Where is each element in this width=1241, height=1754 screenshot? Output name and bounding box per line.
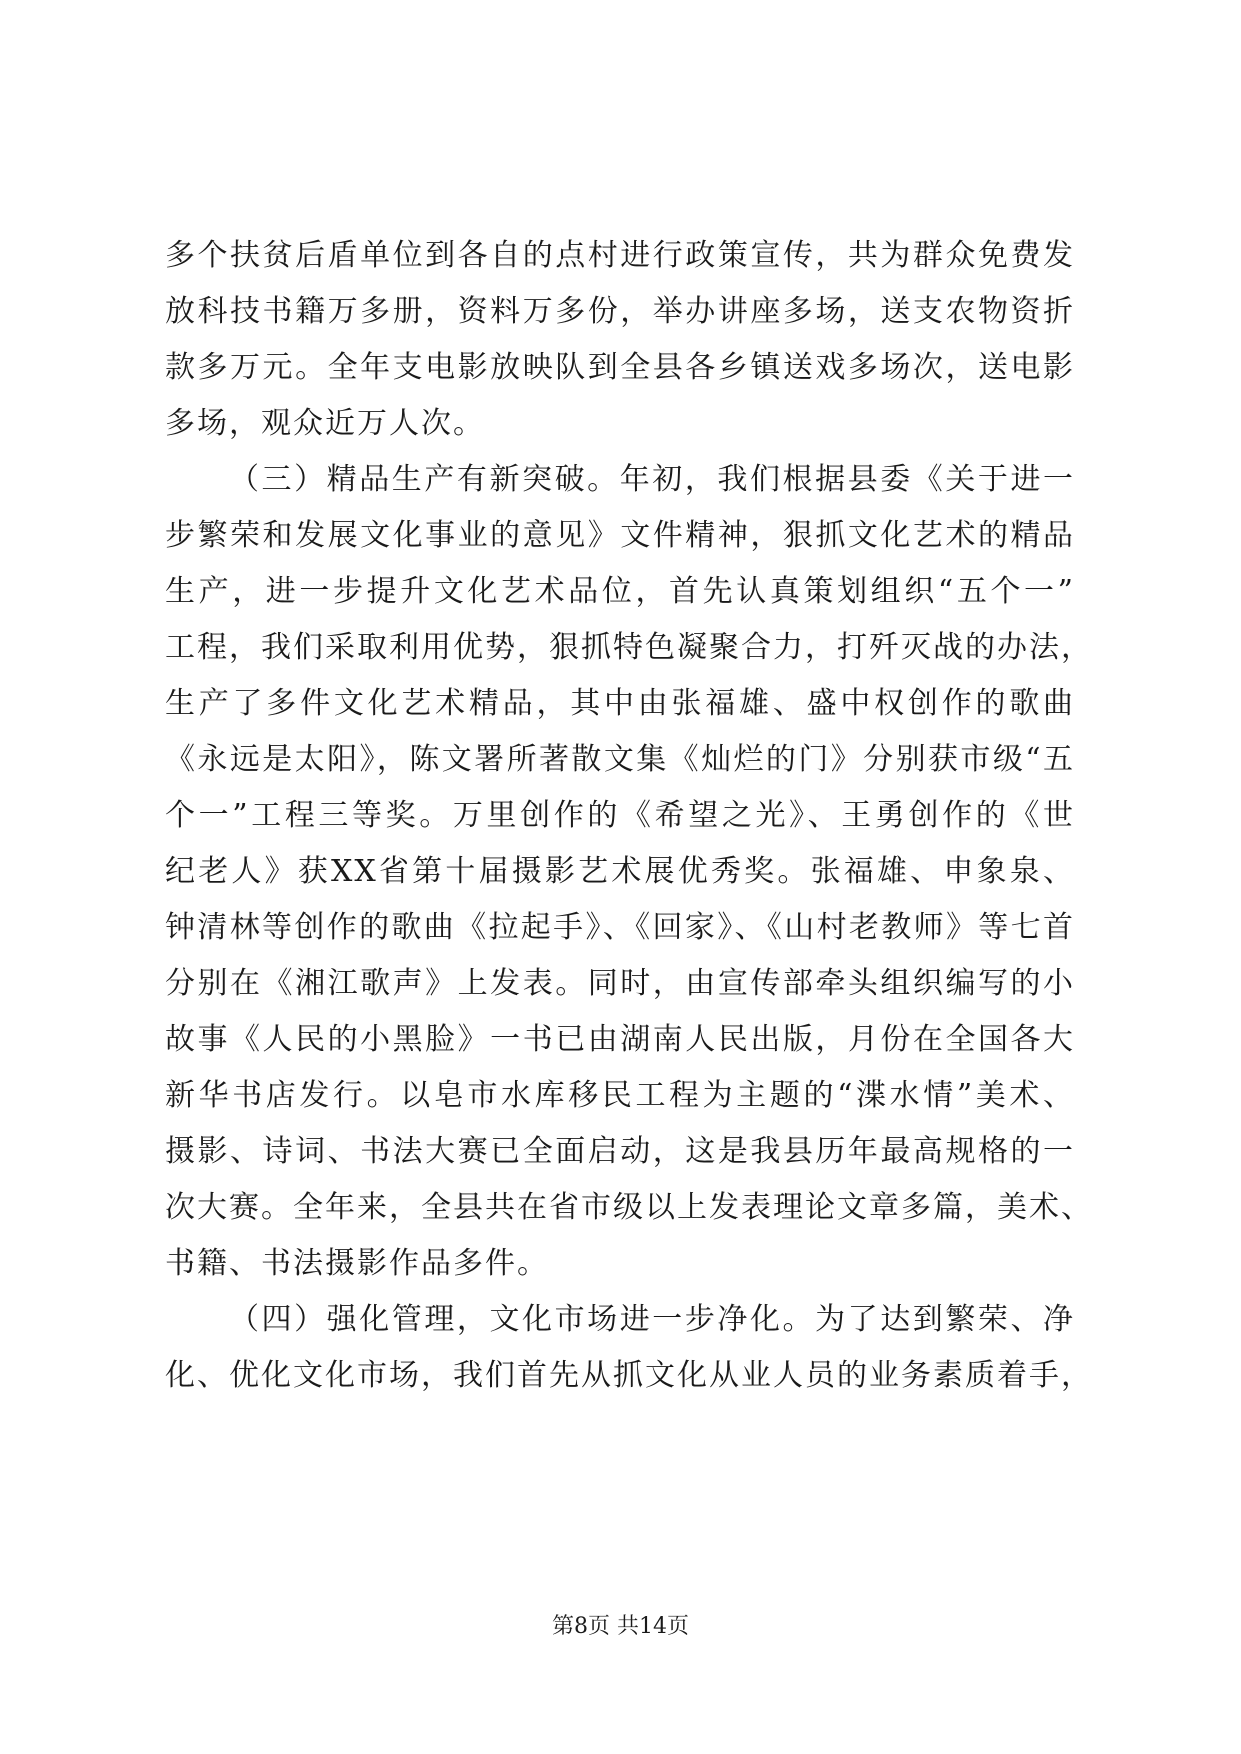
text-line: 多场，观众近万人次。 <box>165 406 485 441</box>
text-line: （三）精品生产有新突破。年初，我们根据县委《关于进一 <box>229 462 1075 497</box>
text-line: 次大赛。全年来，全县共在省市级以上发表理论文章多篇，美术、 <box>165 1190 1093 1225</box>
text-line: 放科技书籍万多册，资料万多份，举办讲座多场，送支农物资折 <box>165 294 1075 329</box>
text-line: 钟清林等创作的歌曲《拉起手》、《回家》、《山村老教师》等七首 <box>165 910 1075 945</box>
text-line: 摄影、诗词、书法大赛已全面启动，这是我县历年最高规格的一 <box>165 1134 1075 1169</box>
text-line: 生产了多件文化艺术精品，其中由张福雄、盛中权创作的歌曲 <box>165 686 1075 721</box>
text-line: 故事《人民的小黑脸》一书已由湖南人民出版，月份在全国各大 <box>165 1022 1075 1057</box>
text-line: 生产，进一步提升文化艺术品位，首先认真策划组织“五个一” <box>165 574 1075 609</box>
text-line: 纪老人》获XX省第十届摄影艺术展优秀奖。张福雄、申象泉、 <box>165 854 1075 889</box>
text-line: 款多万元。全年支电影放映队到全县各乡镇送戏多场次，送电影 <box>165 350 1075 385</box>
text-line: （四）强化管理，文化市场进一步净化。为了达到繁荣、净 <box>229 1302 1075 1337</box>
text-line: 新华书店发行。以皂市水库移民工程为主题的“渫水情”美术、 <box>165 1078 1075 1113</box>
text-line: 个一”工程三等奖。万里创作的《希望之光》、王勇创作的《世 <box>165 798 1075 833</box>
text-line: 工程，我们采取利用优势，狠抓特色凝聚合力，打歼灭战的办法， <box>165 630 1093 665</box>
text-line: 书籍、书法摄影作品多件。 <box>165 1246 549 1281</box>
text-line: 《永远是太阳》，陈文署所著散文集《灿烂的门》分别获市级“五 <box>165 742 1075 777</box>
text-line: 多个扶贫后盾单位到各自的点村进行政策宣传，共为群众免费发 <box>165 238 1075 273</box>
text-line: 步繁荣和发展文化事业的意见》文件精神，狠抓文化艺术的精品 <box>165 518 1075 553</box>
document-body <box>165 228 1093 1404</box>
text-line: 分别在《湘江歌声》上发表。同时，由宣传部牵头组织编写的小 <box>165 966 1075 1001</box>
text-line: 化、优化文化市场，我们首先从抓文化从业人员的业务素质着手， <box>165 1358 1093 1393</box>
page-number-footer: 第8页 共14页 <box>552 1614 689 1639</box>
